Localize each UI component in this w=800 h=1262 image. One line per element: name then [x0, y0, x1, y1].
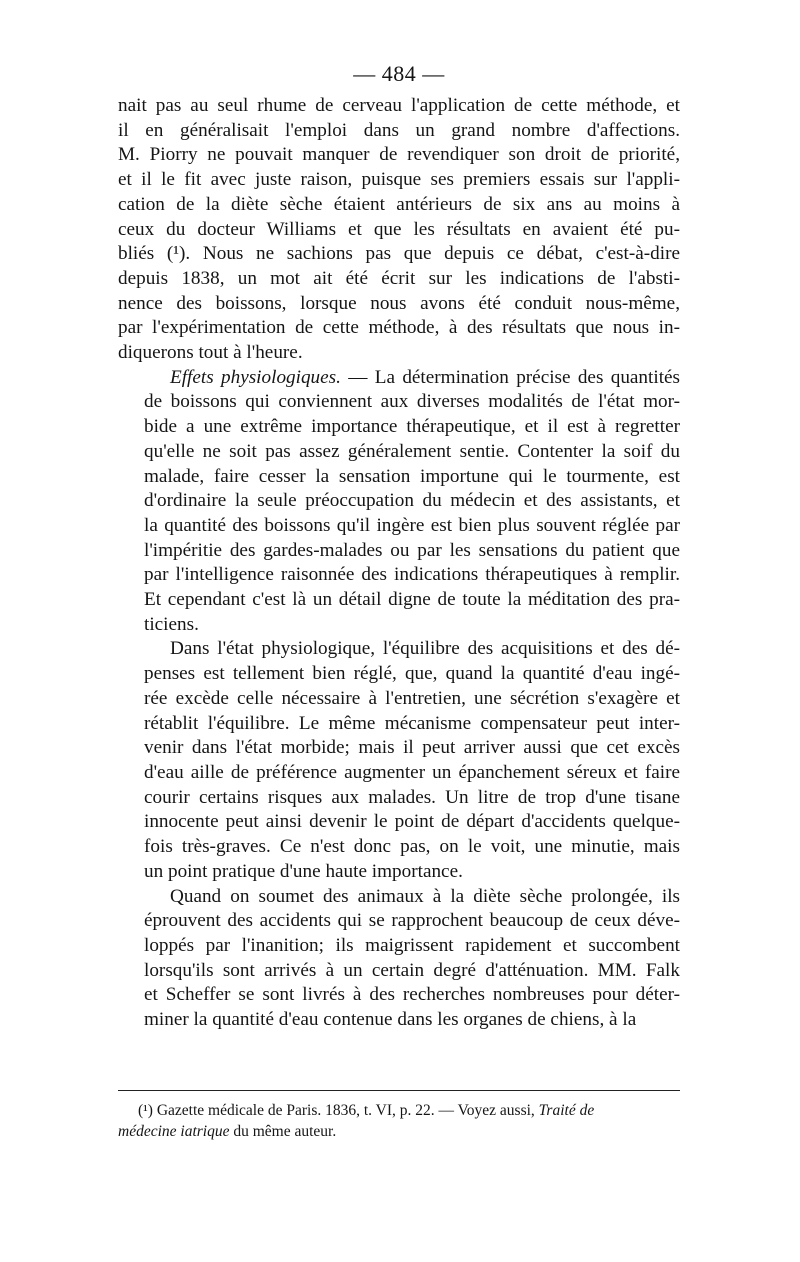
text-line: loppés par l'inanition; ils maigrissent rapidement et succombent [144, 934, 680, 956]
text-line: et Scheffer se sont livrés à des recherches nombreuses pour déter- [144, 984, 680, 1006]
text-line: Et cependant c'est là un détail digne de toute la méditation des pra- [144, 589, 680, 611]
footnote-line [118, 1100, 680, 1121]
text-line: cation de la diète sèche étaient antérieurs de six ans au moins à [118, 193, 680, 215]
page-content [118, 60, 680, 1033]
text-line: qu'elle ne soit pas assez généralement sentie. Contenter la soif du [144, 440, 680, 462]
text-line [118, 366, 680, 391]
text-line: miner la quantité d'eau contenue dans les organes de chiens, à la [144, 1009, 637, 1031]
text-line: nait pas au seul rhume de cerveau l'application de cette méthode, et [118, 95, 680, 116]
text-line: un point pratique d'une haute importance. [144, 860, 463, 882]
text-line: par l'expérimentation de cette méthode, à des résultats que nous in- [118, 317, 680, 339]
footnote-text: (¹) Gazette médicale de Paris. 1836, t. VI, p. 22. — Voyez aussi, [138, 1102, 539, 1119]
text-line: malade, faire cesser la sensation importune qui le tourmente, est [144, 465, 680, 487]
text-line: Dans l'état physiologique, l'équilibre des acquisitions et des dé- [170, 638, 680, 660]
text-line: l'impéritie des gardes-malades ou par les sensations du patient que [144, 539, 680, 561]
paragraph [118, 637, 680, 884]
text-line: penses est tellement bien réglé, que, quand la quantité d'eau ingé- [144, 663, 680, 685]
footnote-line [118, 1121, 680, 1142]
text-line: d'eau aille de préférence augmenter un épanchement séreux et faire [144, 761, 680, 783]
line-text: — La détermination précise des quantités [340, 366, 681, 388]
text-line: et il le fit avec juste raison, puisque ses premiers essais sur l'appli- [118, 169, 680, 191]
text-line: nence des boissons, lorsque nous avons été conduit nous-même, [118, 292, 680, 314]
text-line: fois très-graves. Ce n'est donc pas, on le voit, une minutie, mais [144, 836, 680, 858]
paragraph [118, 94, 680, 366]
text-line: innocente peut ainsi devenir le point de départ d'accidents quelque- [144, 811, 680, 833]
text-line: lorsqu'ils sont arrivés à un certain degré d'atténuation. MM. Falk [144, 959, 680, 981]
text-line: bide a une extrême importance thérapeutique, et il est à regretter [144, 416, 680, 438]
text-line: diquerons tout à l'heure. [118, 342, 303, 364]
text-line: rée excède celle nécessaire à l'entretien, une sécrétion s'exagère et [144, 687, 680, 709]
text-line: courir certains risques aux malades. Un litre de trop d'une tisane [144, 786, 680, 808]
footnote-title: médecine iatrique [118, 1123, 230, 1140]
text-line: venir dans l'état morbide; mais il peut arriver aussi que cet excès [144, 737, 680, 759]
text-line: rétablit l'équilibre. Le même mécanisme compensateur peut inter- [144, 712, 680, 734]
text-line: de boissons qui conviennent aux diverses modalités de l'état mor- [144, 391, 680, 413]
footnote-text: du même auteur. [229, 1123, 337, 1140]
footnote-title: Traité de [538, 1102, 595, 1119]
text-line: il en généralisait l'emploi dans un grand nombre d'affections. [118, 119, 680, 141]
paragraph [118, 366, 680, 638]
text-line: d'ordinaire la seule préoccupation du médecin et des assistants, et [144, 490, 680, 512]
text-line: par l'intelligence raisonnée des indications thérapeutiques à remplir. [144, 564, 680, 586]
text-line: ceux du docteur Williams et que les résultats en avaient été pu- [118, 218, 680, 240]
page-number: — 484 — [353, 61, 445, 86]
text-line: M. Piorry ne pouvait manquer de revendiquer son droit de priorité, [118, 144, 680, 166]
text-line: bliés (¹). Nous ne sachions pas que depuis ce débat, c'est-à-dire [118, 243, 680, 265]
footnote-rule [118, 1090, 680, 1091]
text-line: ticiens. [144, 613, 199, 635]
text-line: Quand on soumet des animaux à la diète sèche prolongée, ils [170, 885, 680, 907]
text-line: depuis 1838, un mot ait été écrit sur les indications de l'absti- [118, 267, 680, 289]
section-heading: Effets physiologiques. [170, 366, 341, 388]
text-line: éprouvent des accidents qui se rapprochent beaucoup de ceux déve- [144, 910, 680, 932]
footnotes [118, 1100, 680, 1142]
paragraph [118, 885, 680, 1033]
text-line: la quantité des boissons qu'il ingère est bien plus souvent réglée par [144, 514, 680, 536]
body-text [118, 94, 680, 1033]
